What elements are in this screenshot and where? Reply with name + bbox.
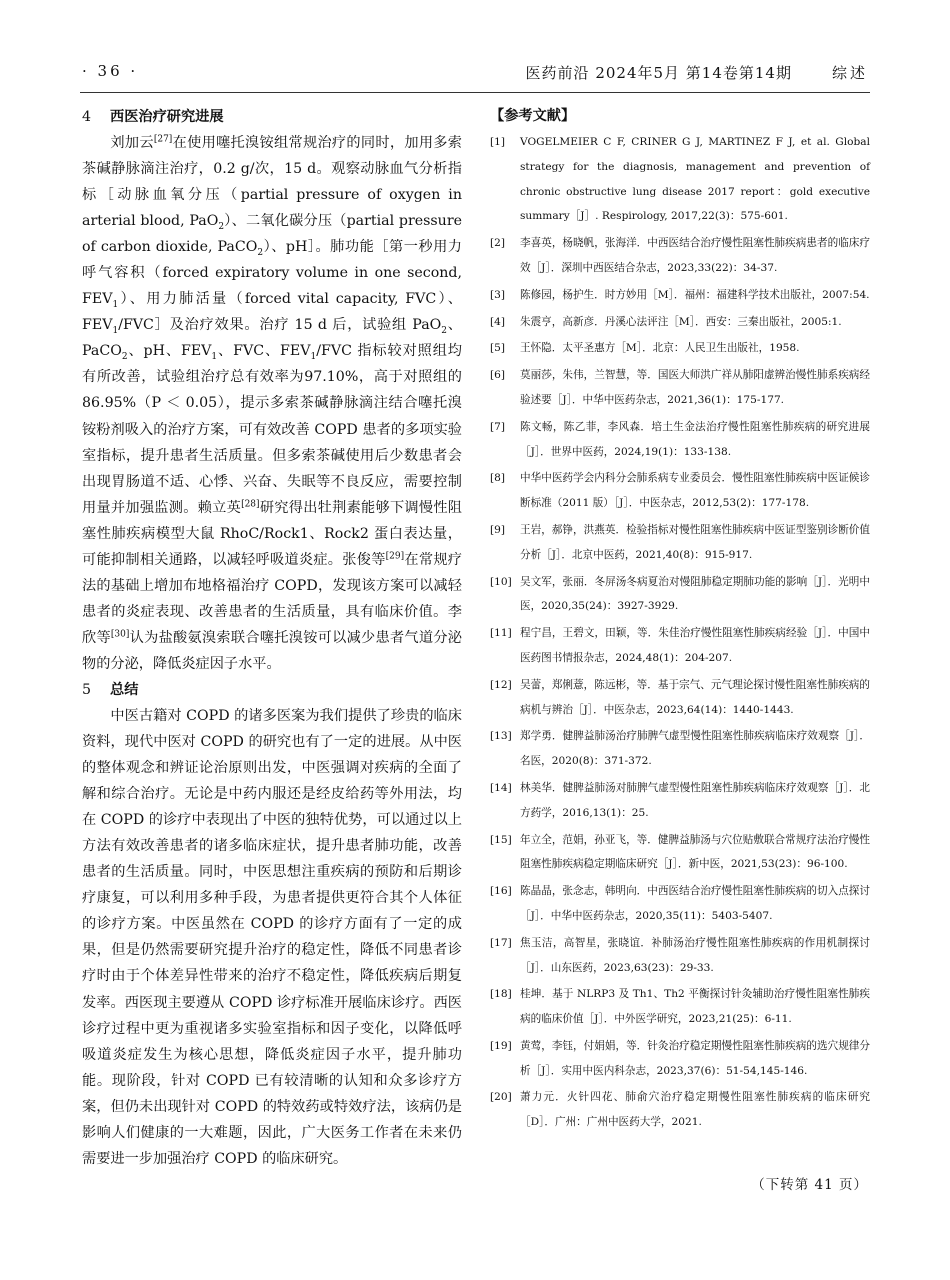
reference-text: 陈晶晶，张念志，韩明向．中西医结合治疗慢性阻塞性肺疾病的切入点探讨［J］．中华中医药杂志，2020,35(11)：5403-5407. bbox=[520, 885, 870, 922]
subscript: 1 bbox=[112, 326, 119, 337]
reference-item bbox=[490, 363, 870, 413]
reference-text: 年立全，范娟，孙亚飞，等．健脾益肺汤与穴位贴敷联合常规疗法治疗慢性阻塞性肺疾病稳定期临床研究［J］．新中医，2021,53(23)：96-100. bbox=[520, 833, 870, 871]
reference-number: [6] bbox=[490, 369, 506, 382]
reference-number: [13] bbox=[490, 730, 512, 743]
reference-item bbox=[490, 283, 870, 308]
text-run: 研究得出牡荆素能够下调慢性阻塞性肺疾病模型大鼠 RhoC/Rock1、Rock2 蛋白表达量，可能抑制相关通路，以减轻呼吸道炎症。张俊等 bbox=[82, 499, 462, 568]
section-4-number: 4 bbox=[82, 109, 92, 125]
reference-number: [4] bbox=[490, 315, 506, 328]
subscript: 2 bbox=[218, 221, 225, 232]
reference-number: [7] bbox=[490, 420, 506, 433]
reference-text: VOGELMEIER C F, CRINER G J, MARTINEZ F J, et al. Global strategy for the diagnosis, management and prevention of chronic obstructive lung disease 2017 report：gold executive summary［J］. Respirology, 2017,22(3)：575-601. bbox=[520, 136, 870, 223]
reference-text: 陈修园，杨护生．时方妙用［M］．福州：福建科学技术出版社，2007:54. bbox=[520, 288, 870, 301]
reference-text: 陈文畅，陈乙菲，李风森．培土生金法治疗慢性阻塞性肺疾病的研究进展［J］．世界中医药，2024,19(1)：133-138. bbox=[520, 420, 870, 458]
reference-item bbox=[490, 673, 870, 723]
text-run: ）、pH］。肺功能［第一秒用力呼气容积（forced expiratory volume in one second, FEV bbox=[82, 239, 462, 308]
reference-item bbox=[490, 931, 870, 981]
right-column bbox=[490, 104, 870, 1137]
reference-text: 李喜英，杨晓帆，张海洋．中西医结合治疗慢性阻塞性肺疾病患者的临床疗效［J］．深圳中西医结合杂志，2023,33(22)：34-37. bbox=[520, 237, 870, 274]
header-rule bbox=[80, 92, 870, 93]
reference-text: 王岩，郝铮，洪燕英．检验指标对慢性阻塞性肺疾病中医证型鉴别诊断价值分析［J］．北京中医药，2021,40(8)：915-917. bbox=[520, 523, 870, 561]
text-run: 在使用噻托溴铵组常规治疗的同时，加用多索茶碱静脉滴注治疗，0.2 g/次，15 d。观察动脉血气分析指标［动脉血氧分压（partial pressure of oxygen in arterial blood, PaO bbox=[82, 135, 462, 230]
subscript: 1 bbox=[112, 300, 119, 311]
reference-item bbox=[490, 879, 870, 929]
reference-text: 吴蕾，郑俐薏，陈远彬，等．基于宗气、元气理论探讨慢性阻塞性肺疾病的病机与辨治［J］．中医杂志，2023,64(14)：1440-1443. bbox=[520, 678, 870, 716]
left-column bbox=[82, 104, 462, 1172]
reference-number: [20] bbox=[490, 1091, 512, 1104]
text-run: ）、二氧化碳分压（partial pressure of carbon dioxide, PaCO bbox=[82, 213, 463, 256]
section-5-number: 5 bbox=[82, 681, 92, 698]
reference-text: 吴文军，张丽．冬屏汤冬病夏治对慢阻肺稳定期肺功能的影响［J］．光明中医，2020,35(24)：3927-3929. bbox=[520, 575, 870, 613]
reference-item bbox=[490, 231, 870, 281]
citation: [27] bbox=[153, 134, 173, 145]
section-4-heading bbox=[82, 104, 462, 130]
page-header bbox=[82, 62, 868, 86]
reference-number: [10] bbox=[490, 575, 512, 588]
reference-item bbox=[490, 1034, 870, 1084]
reference-number: [15] bbox=[490, 833, 512, 846]
reference-item bbox=[490, 310, 870, 335]
reference-item bbox=[490, 415, 870, 465]
reference-item bbox=[490, 1085, 870, 1135]
reference-item bbox=[490, 130, 870, 229]
reference-item bbox=[490, 336, 870, 361]
reference-number: [14] bbox=[490, 781, 512, 794]
journal-info bbox=[526, 62, 868, 83]
page-number: · 36 · bbox=[82, 62, 139, 80]
subscript: 1 bbox=[211, 352, 218, 363]
references-title: 【参考文献】 bbox=[490, 108, 576, 124]
subscript: 2 bbox=[121, 352, 128, 363]
reference-text: 林美华．健脾益肺汤对肺脾气虚型慢性阻塞性肺疾病临床疗效观察［J］．北方药学，2016,13(1)：25. bbox=[520, 781, 870, 819]
section-4-body bbox=[82, 130, 462, 677]
reference-number: [5] bbox=[490, 342, 506, 355]
reference-item bbox=[490, 724, 870, 774]
subscript: 1 bbox=[310, 352, 317, 363]
section-5-heading bbox=[82, 677, 462, 703]
reference-text: 程宁昌，王碧文，田颖，等．朱佳治疗慢性阻塞性肺疾病经验［J］．中国中医药图书情报杂志，2024,48(1)：204-207. bbox=[520, 627, 870, 664]
citation: [28] bbox=[241, 498, 260, 509]
citation: [30] bbox=[110, 629, 130, 640]
reference-number: [8] bbox=[490, 472, 506, 485]
subscript: 2 bbox=[257, 248, 264, 259]
reference-number: [2] bbox=[490, 237, 506, 250]
article-category: 综述 bbox=[831, 64, 868, 82]
reference-number: [17] bbox=[490, 936, 512, 949]
reference-number: [9] bbox=[490, 523, 506, 536]
text-run: 、PaCO bbox=[82, 317, 462, 360]
reference-text: 萧力元．火针四花、肺俞穴治疗稳定期慢性阻塞性肺疾病的临床研究［D］．广州：广州中医药大学，2021. bbox=[520, 1091, 870, 1129]
section-5-body bbox=[82, 703, 462, 1172]
reference-item bbox=[490, 982, 870, 1032]
journal-title: 医药前沿 2024年5月 第14卷第14期 bbox=[525, 64, 792, 82]
reference-item bbox=[490, 570, 870, 620]
reference-text: 朱震亨，高新彦．丹溪心法评注［M］．西安：三秦出版社，2005:1. bbox=[520, 315, 842, 328]
reference-number: [12] bbox=[490, 678, 512, 691]
reference-text: 莫丽莎，朱伟，兰智慧，等．国医大师洪广祥从肺阳虚辨治慢性肺系疾病经验述要［J］．中华中医药杂志，2021,36(1)：175-177. bbox=[520, 369, 870, 406]
text-run: /FVC］及治疗效果。治疗 15 d 后，试验组 PaO bbox=[118, 317, 442, 334]
text-run: 刘加云 bbox=[110, 135, 154, 151]
section-4-title: 西医治疗研究进展 bbox=[110, 109, 224, 125]
reference-text: 王怀隐．太平圣惠方［M］．北京：人民卫生出版社，1958. bbox=[520, 342, 800, 355]
text-run: 、pH、FEV bbox=[127, 343, 212, 360]
reference-number: [19] bbox=[490, 1039, 512, 1052]
reference-number: [1] bbox=[490, 136, 506, 148]
reference-item bbox=[490, 466, 870, 516]
reference-item bbox=[490, 518, 870, 568]
text-run: 、FVC、FEV bbox=[217, 343, 311, 360]
reference-text: 焦玉洁，高智星，张晓谊．补肺汤治疗慢性阻塞性肺疾病的作用机制探讨［J］．山东医药，2023,63(23)：29-33. bbox=[520, 936, 870, 974]
reference-item bbox=[490, 776, 870, 826]
reference-item bbox=[490, 828, 870, 878]
text-run: ）、用力肺活量（forced vital capacity, FVC）、FEV bbox=[82, 291, 462, 334]
reference-text: 郑学勇．健脾益肺汤治疗肺脾气虚型慢性阻塞性肺疾病临床疗效观察［J］．名医，2020(8)：371-372. bbox=[520, 730, 870, 768]
subscript: 2 bbox=[441, 326, 448, 337]
reference-number: [3] bbox=[490, 288, 506, 301]
reference-list bbox=[490, 130, 870, 1135]
reference-text: 桂坤．基于 NLRP3 及 Th1、Th2 平衡探讨针灸辅助治疗慢性阻塞性肺疾病的临床价值［J］．中外医学研究，2023,21(25)：6-11. bbox=[520, 988, 870, 1026]
reference-number: [11] bbox=[490, 627, 512, 640]
reference-item bbox=[490, 621, 870, 671]
reference-text: 黄莺，李钰，付娟娟，等．针灸治疗稳定期慢性阻塞性肺疾病的选穴规律分析［J］．实用中医内科杂志，2023,37(6)：51-54,145-146. bbox=[520, 1039, 870, 1077]
citation: [29] bbox=[385, 551, 405, 562]
reference-number: [18] bbox=[490, 988, 512, 1001]
reference-number: [16] bbox=[490, 885, 512, 898]
section-4-paragraph bbox=[82, 130, 462, 677]
text-run: 在常规疗法的基础上增加布地格福治疗 COPD，发现该方案可以减轻患者的炎症表现、改善患者的生活质量，具有临床价值。李欣等 bbox=[82, 551, 462, 646]
section-5-paragraph: 中医古籍对 COPD 的诸多医案为我们提供了珍贵的临床资料，现代中医对 COPD 的研究也有了一定的进展。从中医的整体观念和辨证论治原则出发，中医强调对疾病的全面了解和综合治疗。无论是中药内服还是经皮给药等外用法，均在 COPD 的诊疗中表现出了中医的独特优势，可以通过以上方法有效改善患者的诸多临床症状，提升患者肺功能，改善患者的生活质量。同时，中医思想注重疾病的预防和后期诊疗康复，可以利用多种手段，为患者提供更符合其个人体征的诊疗方案。中医虽然在 COPD 的诊疗方面有了一定的成果，但是仍然需要研究提升治疗的稳定性，降低不同患者诊疗时由于个体差异性带来的治疗不稳定性，降低疾病后期复发率。西医现主要遵从 COPD 诊疗标准开展临床诊疗。西医诊疗过程中更为重视诸多实验室指标和因子变化，以降低呼吸道炎症发生为核心思想，降低炎症因子水平，提升肺功能。现阶段，针对 COPD 已有较清晰的认知和众多诊疗方案，但仍未出现针对 COPD 的特效药或特效疗法，该病仍是影响人们健康的一大难题，因此，广大医务工作者在未来仍需要进一步加强治疗 COPD 的临床研究。 bbox=[82, 707, 462, 1167]
section-5-title: 总结 bbox=[110, 681, 139, 698]
text-run: /FVC 指标较对照组均有所改善，试验组治疗总有效率为97.10%，高于对照组的86.95%（P ＜ 0.05），提示多索茶碱静脉滴注结合噻托溴铵粉剂吸入的治疗方案，可有效改善 COPD 患者的多项实验室指标，提升患者生活质量。但多索茶碱使用后少数患者会出现胃肠道不适、心悸、兴奋、失眠等不良反应，需要控制用量并加强监测。赖立英 bbox=[82, 343, 462, 516]
text-run: 认为盐酸氨溴索联合噻托溴铵可以减少患者气道分泌物的分泌，降低炎症因子水平。 bbox=[82, 629, 462, 672]
continued-note: （下转第 41 页） bbox=[751, 1177, 868, 1193]
reference-text: 中华中医药学会内科分会肺系病专业委员会．慢性阻塞性肺疾病中医证候诊断标准（2011 版）［J］．中医杂志，2012,53(2)：177-178. bbox=[520, 472, 870, 510]
